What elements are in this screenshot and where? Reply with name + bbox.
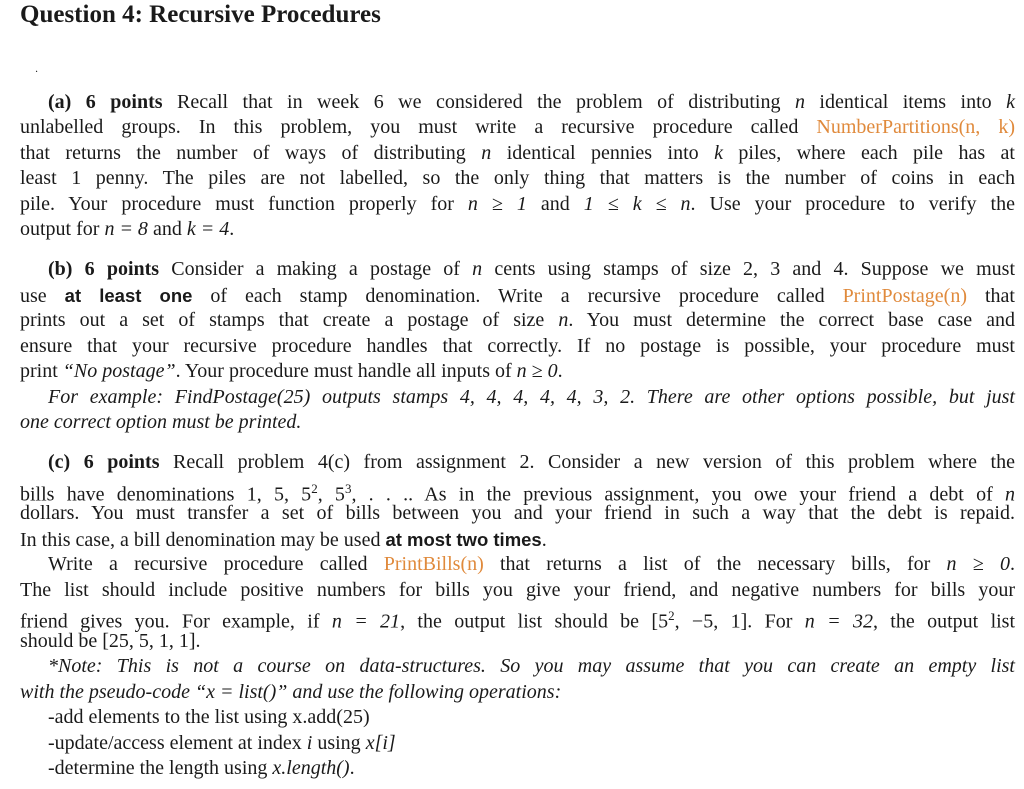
part-a-line-3: that returns the number of ways of distributing n identical pennies into k piles, where each pile has at: [20, 142, 1015, 164]
stray-dot: ·: [35, 67, 39, 78]
part-c-line-2: bills have denominations 1, 5, $5^2$, $5^3$, . . .. As in the previous assignment, you owe your friend a debt of n: [20, 481, 1015, 506]
part-a-line-1: (a) 6 points Recall that in week 6 we considered the problem of distributing n identical items into k: [48, 91, 1016, 113]
fn-print-postage: PrintPostage(n): [842, 285, 967, 307]
part-b-line-3: prints out a set of stamps that create a postage of size n. You must determine the correct base case and: [20, 309, 1015, 331]
part-b-example-2: one correct option must be printed.: [20, 411, 302, 433]
part-b-line-5: print “No postage”. Your procedure must handle all inputs of n ≥ 0.: [20, 360, 563, 382]
part-a-label: (a) 6 points: [48, 91, 163, 113]
op-update: -update/access element at index i using x[i]: [48, 732, 396, 754]
part-a-line-5: pile. Your procedure must function properly for n ≥ 1 and 1 ≤ k ≤ n. Use your procedure to verify the: [20, 193, 1015, 215]
part-c-line-3: dollars. You must transfer a set of bills between you and your friend in such a way that the debt is repaid.: [20, 502, 1015, 524]
part-a-line-4: least 1 penny. The piles are not labelled, so the only thing that matters is the number of coins in each: [20, 167, 1015, 189]
part-b-example-1: For example: FindPostage(25) outputs stamps 4, 4, 4, 4, 4, 3, 2. There are other options possible, but just: [48, 386, 1015, 408]
part-c-line-7: friend gives you. For example, if n = 21, the output list should be [$5^2$, −5, 1]. For n = 32, the output list: [20, 608, 1016, 633]
part-c-line-1: (c) 6 points Recall problem 4(c) from assignment 2. Consider a new version of this problem where the: [48, 451, 1015, 473]
part-a-line-6: output for n = 8 and k = 4.: [20, 218, 235, 240]
page-title: Question 4: Recursive Procedures: [20, 1, 381, 28]
op-add: -add elements to the list using x.add(25): [48, 706, 370, 728]
part-b-label: (b) 6 points: [48, 258, 160, 280]
op-length: -determine the length using x.length().: [48, 757, 355, 779]
part-c-label: (c) 6 points: [48, 451, 160, 473]
part-b-line-1: (b) 6 points Consider a making a postage of n cents using stamps of size 2, 3 and 4. Suppose we must: [48, 258, 1016, 280]
part-c-line-5: Write a recursive procedure called PrintBills(n) that returns a list of the necessary bills, for n ≥ 0.: [48, 553, 1015, 575]
fn-number-partitions: NumberPartitions(n, k): [816, 116, 1015, 138]
note-line-1: *Note: This is not a course on data-structures. So you may assume that you can create an empty list: [48, 655, 1015, 677]
fn-print-bills: PrintBills(n): [383, 553, 484, 575]
part-b-line-2: use at least one of each stamp denomination. Write a recursive procedure called PrintPostage(n) that: [20, 285, 1015, 307]
part-b-line-4: ensure that your recursive procedure handles that correctly. If no postage is possible, your procedure must: [20, 335, 1015, 357]
part-c-line-6: The list should include positive numbers for bills you give your friend, and negative numbers for bills your: [20, 579, 1015, 601]
part-c-line-8: should be [25, 5, 1, 1].: [20, 630, 201, 652]
part-a-line-2: unlabelled groups. In this problem, you must write a recursive procedure called NumberPartitions(n, k): [20, 116, 1015, 138]
part-c-line-4: In this case, a bill denomination may be used at most two times.: [20, 529, 547, 551]
note-line-2: with the pseudo-code “x = list()” and use the following operations:: [20, 681, 562, 703]
